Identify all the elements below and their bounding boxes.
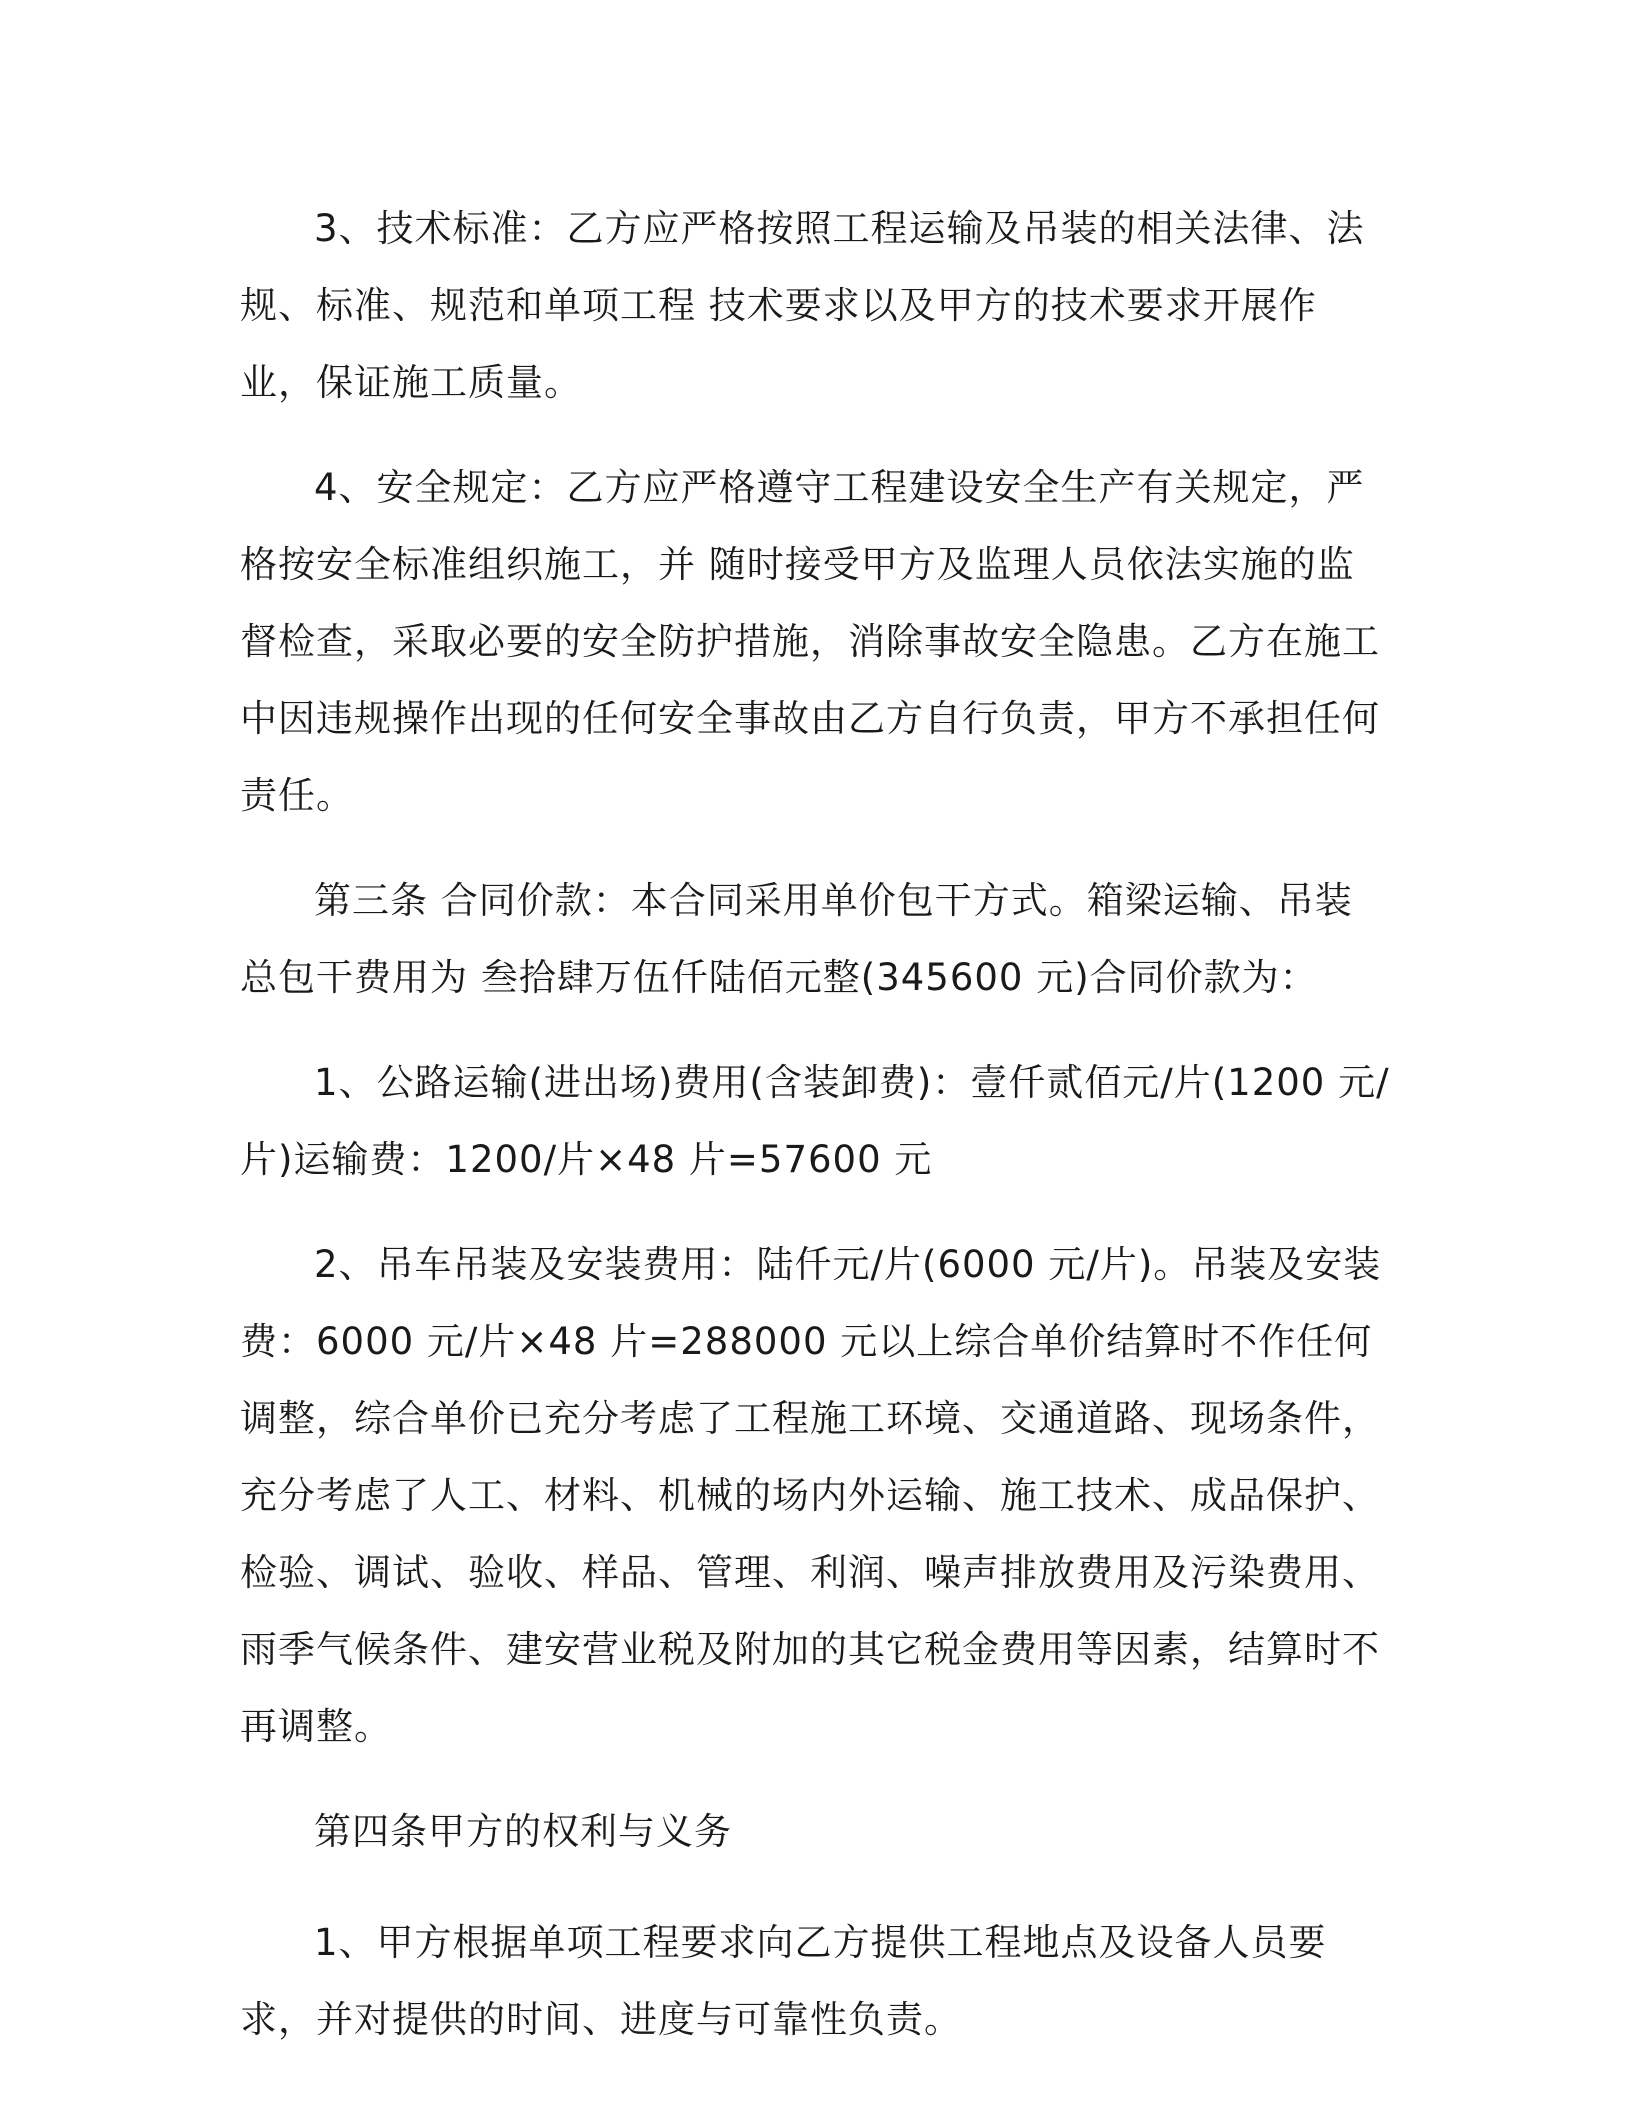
article-four-heading: 第四条甲方的权利与义务 [314, 1810, 732, 1853]
article-three-contract-price: 第三条 合同价款：本合同采用单价包干方式。箱梁运输、吊装总包干费用为 叁拾肆万伍仟陆佰元整(345600 元)合同价款为： [240, 879, 1353, 999]
price-item-road-transport: 1、公路运输(进出场)费用(含装卸费)：壹仟贰佰元/片(1200 元/片)运输费：1200/片×48 片=57600 元 [240, 1061, 1390, 1181]
price-item-crane-installation: 2、吊车吊装及安装费用：陆仟元/片(6000 元/片)。吊装及安装费：6000 元/片×48 片=288000 元以上综合单价结算时不作任何调整，综合单价已充分考虑了工程施工环境、交通道路、现场条件，充分考虑了人工、材料、机械的场内外运输、施工技术、成品保护、检验、调试、验收、样品、管理、利润、噪声排放费用及污染费用、雨季气候条件、建安营业税及附加的其它税金费用等因素，结算时不再调整。 [240, 1243, 1382, 1748]
clause-technical-standard: 3、技术标准：乙方应严格按照工程运输及吊装的相关法律、法规、标准、规范和单项工程 技术要求以及甲方的技术要求开展作业，保证施工质量。 [240, 207, 1365, 404]
document-body [240, 190, 1390, 2086]
clause-safety-rules: 4、安全规定：乙方应严格遵守工程建设安全生产有关规定，严格按安全标准组织施工，并 随时接受甲方及监理人员依法实施的监督检查，采取必要的安全防护措施，消除事故安全隐患。乙方在施工中因违规操作出现的任何安全事故由乙方自行负责，甲方不承担任何责任。 [240, 466, 1380, 817]
party-a-obligation-1: 1、甲方根据单项工程要求向乙方提供工程地点及设备人员要求，并对提供的时间、进度与可靠性负责。 [240, 1921, 1327, 2041]
